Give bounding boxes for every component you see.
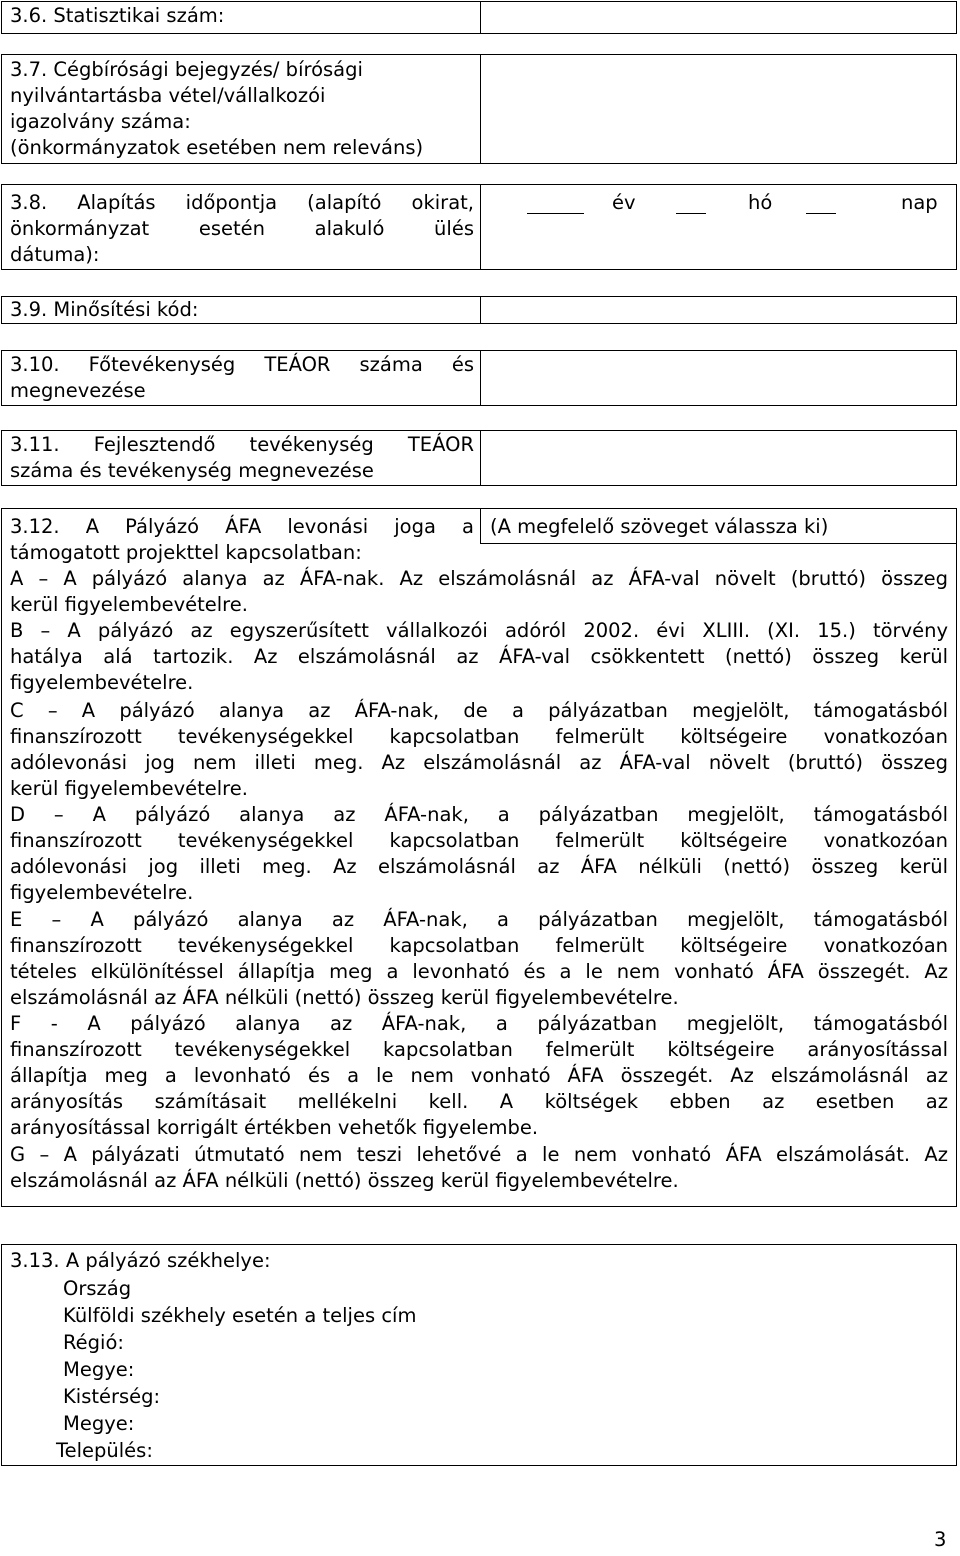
row-3-8-label-line: dátuma): — [10, 243, 100, 266]
row-3-11-label-line: száma és tevékenység megnevezése — [10, 459, 374, 482]
row-3-9-label: 3.9. Minősítési kód: — [10, 298, 199, 321]
row-3-8-label-line: önkormányzat esetén alakuló ülés — [10, 217, 474, 240]
seat-item-county-2: Megye: — [63, 1412, 135, 1435]
vat-option-e[interactable] — [10, 907, 948, 1011]
row-3-11-label-line: 3.11. Fejlesztendő tevékenység TEÁOR — [10, 433, 474, 456]
vat-option-d[interactable] — [10, 802, 948, 906]
row-3-9-value-cell[interactable] — [480, 296, 957, 324]
day-blank[interactable] — [806, 211, 836, 214]
row-3-12-label-line: támogatott projekttel kapcsolatban: — [10, 541, 362, 564]
option-line: tételes elkülönítéssel állapítja meg a levonható és a le nem vonható ÁFA összegét. Az — [10, 960, 948, 983]
seat-item-county: Megye: — [63, 1358, 135, 1381]
row-3-7-label-line: igazolvány száma: — [10, 110, 191, 133]
option-line: figyelembevételre. — [10, 881, 194, 904]
row-3-6-label: 3.6. Statisztikai szám: — [10, 4, 225, 27]
vat-option-f[interactable] — [10, 1011, 948, 1141]
row-3-8-value-cell[interactable] — [480, 184, 957, 270]
option-line: elszámolásnál az ÁFA nélküli (nettó) összeg kerül figyelembevételre. — [10, 986, 679, 1009]
row-3-7-label-line: (önkormányzatok esetében nem releváns) — [10, 136, 424, 159]
row-3-6-value-cell[interactable] — [480, 1, 957, 34]
seat-item-settlement: Település: — [56, 1439, 153, 1462]
row-3-10-label-line: megnevezése — [10, 379, 146, 402]
row-3-12-label-line: 3.12. A Pályázó ÁFA levonási joga a — [10, 515, 474, 538]
option-line: hatálya alá tartozik. Az elszámolásnál az ÁFA-val csökkentett (nettó) összeg kerül — [10, 645, 948, 668]
month-label: hó — [748, 191, 773, 214]
vat-option-a[interactable] — [10, 566, 948, 618]
seat-item-subregion: Kistérség: — [63, 1385, 161, 1408]
day-label: nap — [901, 191, 938, 214]
option-line: kerül figyelembevételre. — [10, 777, 248, 800]
month-blank[interactable] — [676, 211, 706, 214]
row-3-11-value-cell[interactable] — [480, 430, 957, 486]
option-line: B – A pályázó az egyszerűsített vállalkozói adóról 2002. évi XLIII. (XI. 15.) törvény — [10, 619, 948, 642]
row-3-10-value-cell[interactable] — [480, 350, 957, 406]
option-line: kerül figyelembevételre. — [10, 593, 248, 616]
year-label: év — [612, 191, 636, 214]
option-line: arányosítással korrigált értékben vehetők figyelembe. — [10, 1116, 539, 1139]
option-line: D – A pályázó alanya az ÁFA-nak, a pályázatban megjelölt, támogatásból — [10, 803, 948, 826]
vat-option-c[interactable] — [10, 698, 948, 802]
row-3-12-hint: (A megfelelő szöveget válassza ki) — [490, 515, 829, 538]
option-line: adólevonási jog nem illeti meg. Az elszámolásnál az ÁFA-val növelt (bruttó) összeg — [10, 751, 948, 774]
option-line: figyelembevételre. — [10, 671, 194, 694]
option-line: finanszírozott tevékenységekkel kapcsolatban felmerült költségeire vonatkozóan — [10, 934, 948, 957]
seat-item-region: Régió: — [63, 1331, 124, 1354]
row-3-8-label-line: 3.8. Alapítás időpontja (alapító okirat, — [10, 191, 474, 214]
row-3-13-block — [1, 1244, 957, 1466]
option-line: F - A pályázó alanya az ÁFA-nak, a pályázatban megjelölt, támogatásból — [10, 1012, 948, 1035]
seat-item-country: Ország — [63, 1277, 132, 1300]
row-3-7-label-line: nyilvántartásba vétel/vállalkozói — [10, 84, 326, 107]
option-line: A – A pályázó alanya az ÁFA-nak. Az elszámolásnál az ÁFA-val növelt (bruttó) összeg — [10, 567, 948, 590]
option-line: adólevonási jog illeti meg. Az elszámolásnál az ÁFA nélküli (nettó) összeg kerül — [10, 855, 948, 878]
row-3-7-value-cell[interactable] — [480, 54, 957, 164]
option-line: állapítja meg a levonható és a le nem vonható ÁFA összegét. Az elszámolásnál az — [10, 1064, 948, 1087]
vat-option-g[interactable] — [10, 1142, 948, 1194]
option-line: E – A pályázó alanya az ÁFA-nak, a pályázatban megjelölt, támogatásból — [10, 908, 948, 931]
seat-item-foreign-address: Külföldi székhely esetén a teljes cím — [63, 1304, 417, 1327]
option-line: elszámolásnál az ÁFA nélküli (nettó) összeg kerül figyelembevételre. — [10, 1169, 679, 1192]
row-3-7-label-line: 3.7. Cégbírósági bejegyzés/ bírósági — [10, 58, 363, 81]
option-line: arányosítás számításait mellékelni kell. A költségek ebben az esetben az — [10, 1090, 948, 1113]
option-line: finanszírozott tevékenységekkel kapcsolatban felmerült költségeire arányosítással — [10, 1038, 948, 1061]
option-line: finanszírozott tevékenységekkel kapcsolatban felmerült költségeire vonatkozóan — [10, 829, 948, 852]
page-number: 3 — [934, 1528, 947, 1551]
option-line: G – A pályázati útmutató nem teszi lehetővé a le nem vonható ÁFA elszámolását. Az — [10, 1143, 948, 1166]
row-3-10-label-line: 3.10. Főtevékenység TEÁOR száma és — [10, 353, 474, 376]
seat-title: 3.13. A pályázó székhelye: — [10, 1249, 271, 1272]
vat-option-b[interactable] — [10, 618, 948, 696]
year-blank[interactable] — [527, 211, 584, 214]
option-line: finanszírozott tevékenységekkel kapcsolatban felmerült költségeire vonatkozóan — [10, 725, 948, 748]
option-line: C – A pályázó alanya az ÁFA-nak, de a pályázatban megjelölt, támogatásból — [10, 699, 948, 722]
